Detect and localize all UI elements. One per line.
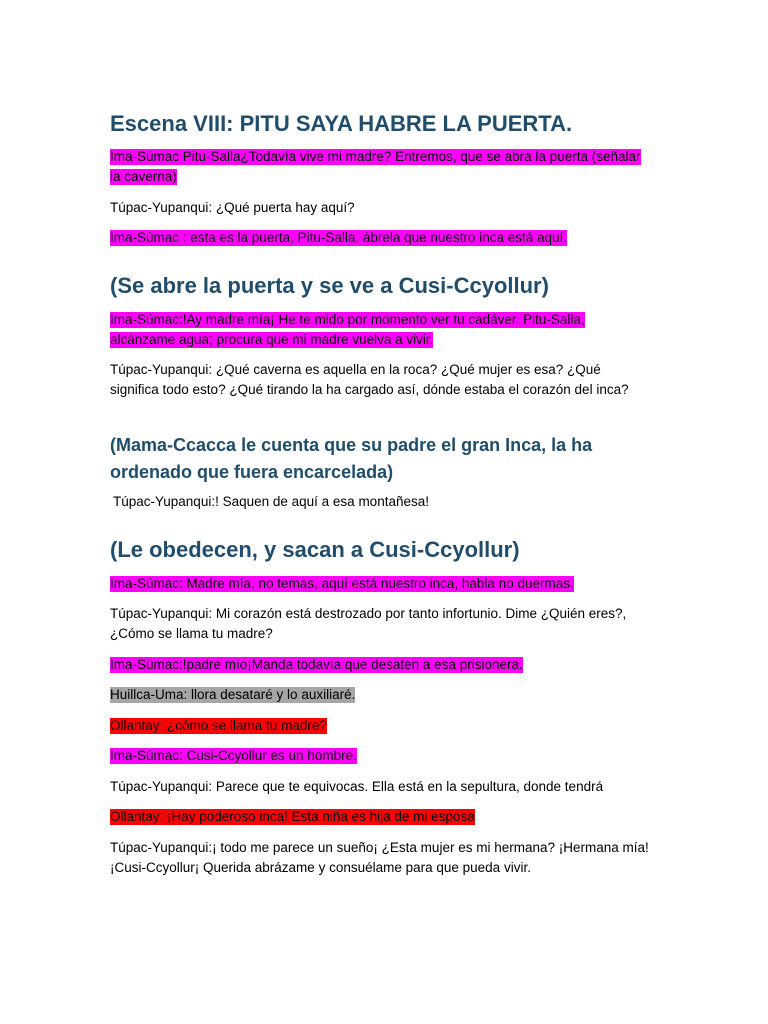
dialogue-text: Ima-Súmac : esta es la puerta, Pitu-Salla, ábrela que nuestro inca está aquí. — [110, 230, 568, 245]
dialogue-text: Ima-Súmac:!Ay madre mía¡ He te mido por momento ver tu cadáver. Pitu-Salla, alcánzame agua; procura que mi madre vuelva a vivir. — [110, 312, 585, 347]
dialogue-text: Túpac-Yupanqui: ¿Qué puerta hay aquí? — [110, 200, 355, 215]
dialogue-line — [110, 716, 650, 736]
dialogue-line — [110, 604, 650, 644]
dialogue-line — [110, 310, 650, 350]
stage-direction-heading: (Le obedecen, y sacan a Cusi-Ccyollur) — [110, 537, 520, 562]
dialogue-text: Túpac-Yupanqui:! Saquen de aquí a esa montañesa! — [113, 494, 429, 509]
dialogue-line — [110, 147, 650, 187]
dialogue-text: Túpac-Yupanqui: ¿Qué caverna es aquella en la roca? ¿Qué mujer es esa? ¿Qué significa todo esto? ¿Qué tirando la ha cargado así, dónde estaba el corazón del inca? — [110, 362, 629, 397]
dialogue-line — [110, 685, 650, 705]
dialogue-line — [110, 838, 650, 878]
dialogue-line — [110, 360, 650, 400]
dialogue-line — [110, 746, 650, 766]
dialogue-text: Túpac-Yupanqui:¡ todo me parece un sueño¡ ¿Esta mujer es mi hermana? ¡Hermana mía! ¡Cusi-Ccyollur¡ Querida abrázame y consuélame para que pueda vivir. — [110, 840, 649, 875]
dialogue-line — [110, 574, 650, 594]
dialogue-text: Túpac-Yupanqui: Mi corazón está destrozado por tanto infortunio. Dime ¿Quién eres?, ¿Cómo se llama tu madre? — [110, 606, 627, 641]
dialogue-line — [110, 198, 650, 218]
stage-direction-heading: (Se abre la puerta y se ve a Cusi-Ccyollur) — [110, 273, 549, 298]
dialogue-line — [110, 655, 650, 675]
dialogue-line — [113, 492, 653, 512]
dialogue-text: Ima-Súmac: Cusi-Ccyollur es un hombre. — [110, 748, 357, 763]
dialogue-text: Huillca-Uma: llora desataré y lo auxiliaré. — [110, 687, 356, 702]
stage-direction-subheading: (Mama-Ccacca le cuenta que su padre el gran Inca, la ha ordenado que fuera encarcelada) — [110, 435, 593, 482]
dialogue-line — [110, 807, 650, 827]
dialogue-text: Ollantay: ¡Hay poderoso inca! Esta niña es hija de mi esposa — [110, 809, 475, 824]
dialogue-text: Túpac-Yupanqui: Parece que te equivocas. Ella está en la sepultura, donde tendrá — [110, 779, 604, 794]
dialogue-text: Ima-Súmac Pitu-Salla¿Todavía vive mi madre? Entremos, que se abra la puerta (señalar la caverna) — [110, 149, 641, 184]
scene-title: Escena VIII: PITU SAYA HABRE LA PUERTA. — [110, 111, 573, 136]
dialogue-text: Ima-Súmac:!padre mío¡Manda todavía que desaten a esa prisionera. — [110, 657, 523, 672]
dialogue-text: Ollantay: ¿cómo se llama tu madre? — [110, 718, 327, 733]
dialogue-line — [110, 228, 650, 248]
dialogue-text: Ima-Súmac: Madre mía, no temas, aquí está nuestro inca, habla no duermas. — [110, 576, 574, 591]
dialogue-line — [110, 777, 650, 797]
